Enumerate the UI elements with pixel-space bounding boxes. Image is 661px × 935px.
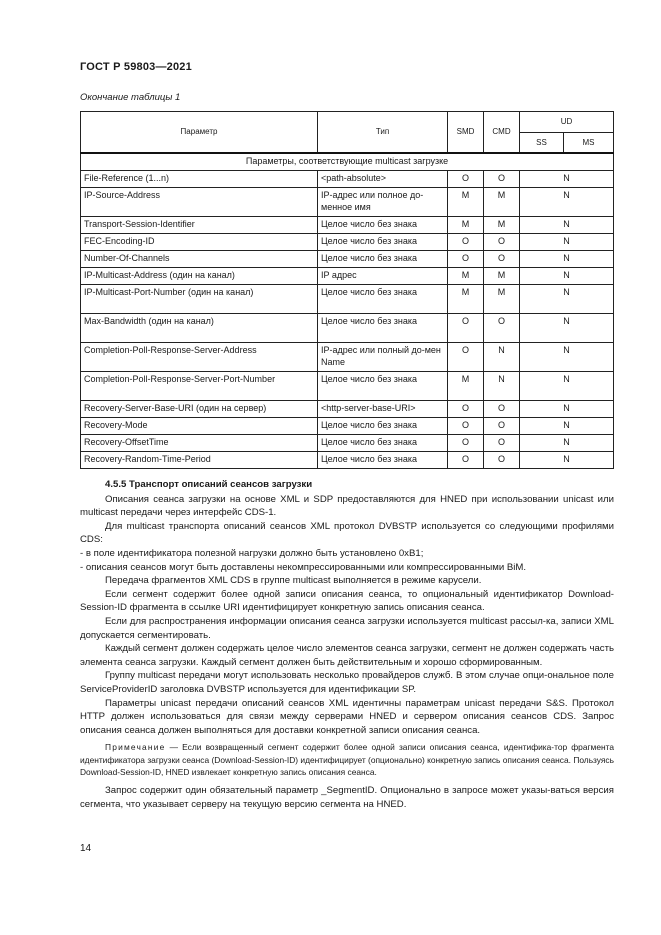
cell-type: Целое число без знака	[318, 234, 448, 251]
table-row	[81, 314, 614, 343]
cell-cmd: M	[484, 268, 520, 285]
table-row	[81, 452, 614, 469]
table-header	[81, 112, 614, 154]
list-item: - в поле идентификатора полезной нагрузки должно быть установлено 0xB1;	[80, 547, 424, 559]
cell-param: IP-Multicast-Address (один на канал)	[81, 268, 318, 285]
cell-ud: N	[520, 418, 614, 435]
cell-smd: M	[448, 217, 484, 234]
table-row	[81, 285, 614, 314]
table-row	[81, 268, 614, 285]
cell-ud: N	[520, 234, 614, 251]
paragraph: Параметры unicast передачи описаний сеансов XML идентичны параметрам unicast передачи S&S. Протокол HTTP должен использоваться для связи между серверами HNED и сервером описания сеансов CDS. Запрос описания сеанса должен выполняться для доставки конкретной записи описания сеанса.	[80, 697, 614, 736]
cell-smd: O	[448, 234, 484, 251]
cell-type: Целое число без знака	[318, 217, 448, 234]
cell-type: Целое число без знака	[318, 452, 448, 469]
cell-type: Целое число без знака	[318, 435, 448, 452]
paragraph: Для multicast транспорта описаний сеансов XML протокол DVBSTP используется со следующими профилями CDS:	[80, 520, 614, 546]
cell-cmd: M	[484, 188, 520, 217]
table-row	[81, 435, 614, 452]
cell-cmd: O	[484, 234, 520, 251]
col-header-smd: SMD	[448, 112, 484, 154]
cell-param: Recovery-OffsetTime	[81, 435, 318, 452]
paragraph: Запрос содержит один обязательный параметр _SegmentID. Опционально в запросе может указы-ваться версия сегмента, что указывает серверу на текущую версию сегмента на HNED.	[80, 785, 614, 810]
cell-smd: O	[448, 418, 484, 435]
cell-ud: N	[520, 251, 614, 268]
cell-cmd: M	[484, 285, 520, 314]
cell-cmd: O	[484, 171, 520, 188]
cell-smd: O	[448, 435, 484, 452]
col-header-type: Тип	[318, 112, 448, 154]
cell-cmd: M	[484, 217, 520, 234]
col-header-ud: UD	[520, 112, 614, 133]
table-caption: Окончание таблицы 1	[80, 92, 181, 103]
col-header-param: Параметр	[81, 112, 318, 154]
table-row	[81, 217, 614, 234]
paragraph: Описания сеанса загрузки на основе XML и SDP предоставляются для HNED при использовании unicast или multicast передачи через интерфейс CDS-1.	[80, 493, 614, 519]
table-row	[81, 418, 614, 435]
cell-cmd: O	[484, 418, 520, 435]
cell-type: <http-server-base-URI>	[318, 401, 448, 418]
cell-cmd: N	[484, 372, 520, 401]
table-row	[81, 234, 614, 251]
note	[80, 741, 614, 779]
paragraph: Если для распространения информации описания сеанса загрузки используется multicast рассыл-ка, записи XML допускается сегментировать.	[80, 615, 614, 641]
document-id: ГОСТ Р 59803—2021	[80, 61, 192, 73]
section-heading: 4.5.5 Транспорт описаний сеансов загрузки	[105, 479, 313, 490]
cell-param: IP-Multicast-Port-Number (один на канал)	[81, 285, 318, 314]
cell-smd: M	[448, 188, 484, 217]
table-row	[81, 372, 614, 401]
cell-smd: M	[448, 285, 484, 314]
cell-ud: N	[520, 314, 614, 343]
cell-ud: N	[520, 171, 614, 188]
cell-cmd: O	[484, 251, 520, 268]
paragraph: Группу multicast передачи могут использовать несколько провайдеров служб. В этом случае опци-ональное поле ServiceProviderID заголовка DVBSTP используется для идентификации SP.	[80, 670, 614, 695]
cell-param: Max-Bandwidth (один на канал)	[81, 314, 318, 343]
cell-param: Number-Of-Channels	[81, 251, 318, 268]
paragraph: Каждый сегмент должен содержать целое число элементов сеанса загрузки, сегмент не должен содержать часть элемента сеанса загрузки. Каждый сегмент должен быть действительным и хорошо сформированным.	[80, 643, 614, 668]
col-header-ss: SS	[520, 133, 564, 154]
cell-ud: N	[520, 188, 614, 217]
table-row	[81, 171, 614, 188]
cell-param: Transport-Session-Identifier	[81, 217, 318, 234]
cell-smd: M	[448, 372, 484, 401]
cell-type: Целое число без знака	[318, 418, 448, 435]
col-header-cmd: CMD	[484, 112, 520, 154]
list-item: - описания сеансов могут быть доставлены некомпрессированными или компрессированными BiM.	[80, 561, 527, 573]
cell-param: Completion-Poll-Response-Server-Port-Number	[81, 372, 318, 401]
cell-ud: N	[520, 285, 614, 314]
paragraph: Передача фрагментов XML CDS в группе multicast выполняется в режиме карусели.	[105, 575, 482, 587]
cell-smd: O	[448, 171, 484, 188]
table-row	[81, 251, 614, 268]
cell-ud: N	[520, 435, 614, 452]
cell-param: Completion-Poll-Response-Server-Address	[81, 343, 318, 372]
paragraph: Если сегмент содержит более одной записи описания сеанса, то опциональный идентификатор Download-Session-ID фрагмента в ссылке URI идентифицирует конкретную запись описания сеанса.	[80, 588, 614, 614]
cell-type: Целое число без знака	[318, 314, 448, 343]
cell-ud: N	[520, 217, 614, 234]
cell-ud: N	[520, 372, 614, 401]
cell-type: <path-absolute>	[318, 171, 448, 188]
table-body	[81, 153, 614, 469]
parameters-table	[80, 111, 614, 469]
note-label: Примечание	[105, 742, 166, 753]
table-row	[81, 188, 614, 217]
cell-cmd: O	[484, 401, 520, 418]
cell-cmd: O	[484, 452, 520, 469]
cell-param: IP-Source-Address	[81, 188, 318, 217]
cell-ud: N	[520, 343, 614, 372]
col-header-ms: MS	[564, 133, 614, 154]
cell-ud: N	[520, 401, 614, 418]
cell-type: Целое число без знака	[318, 372, 448, 401]
cell-ud: N	[520, 452, 614, 469]
cell-type: IP-адрес или полное до-менное имя	[318, 188, 448, 217]
section-text	[80, 478, 614, 811]
cell-type: IP адрес	[318, 268, 448, 285]
cell-smd: M	[448, 268, 484, 285]
cell-smd: O	[448, 452, 484, 469]
group-title: Параметры, соответствующие multicast загрузке	[81, 153, 614, 171]
cell-type: Целое число без знака	[318, 285, 448, 314]
cell-param: FEC-Encoding-ID	[81, 234, 318, 251]
page-number: 14	[80, 843, 92, 854]
cell-param: File-Reference (1...n)	[81, 171, 318, 188]
table-row	[81, 343, 614, 372]
note-text: — Если возвращенный сегмент содержит более одной записи описания сеанса, идентифика-тор фрагмента идентификатора загрузки сеанса (Download-Session-ID) идентифицирует (опционально) конкретную запись описания сеанса. Пользуясь Download-Session-ID, HNED извлекает конкретную запись описания сеанса.	[80, 742, 614, 778]
cell-ud: N	[520, 268, 614, 285]
cell-cmd: O	[484, 314, 520, 343]
cell-smd: O	[448, 251, 484, 268]
cell-type: IP-адрес или полный до-мен Name	[318, 343, 448, 372]
cell-smd: O	[448, 343, 484, 372]
cell-type: Целое число без знака	[318, 251, 448, 268]
cell-param: Recovery-Mode	[81, 418, 318, 435]
cell-smd: O	[448, 314, 484, 343]
cell-param: Recovery-Random-Time-Period	[81, 452, 318, 469]
table-row	[81, 401, 614, 418]
cell-cmd: O	[484, 435, 520, 452]
cell-cmd: N	[484, 343, 520, 372]
cell-param: Recovery-Server-Base-URI (один на сервер)	[81, 401, 318, 418]
cell-smd: O	[448, 401, 484, 418]
